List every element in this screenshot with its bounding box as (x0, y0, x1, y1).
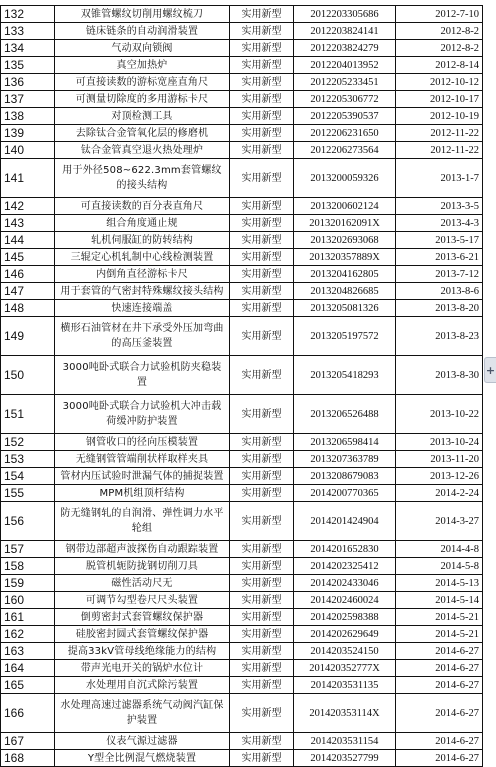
filing-date-cell: 2012-10-17 (396, 91, 483, 108)
patent-number-cell: 201220401395​2 (294, 57, 396, 74)
filing-date-cell: 2013-7-12 (396, 266, 483, 283)
patent-type-cell: 实用新型 (230, 660, 294, 677)
table-row (1, 317, 483, 356)
serial-number-cell: 142 (1, 198, 55, 215)
patent-type-cell: 实用新型 (230, 198, 294, 215)
patent-type-cell: 实用新型 (230, 592, 294, 609)
patent-name-cell: 钢管收口的径向压模装置 (55, 434, 230, 451)
table-row (1, 74, 483, 91)
patent-name-cell: 内倒角直径游标卡尺 (55, 266, 230, 283)
patent-type-cell: 实用新型 (230, 300, 294, 317)
patent-number-cell: 201320005932​6 (294, 159, 396, 198)
serial-number-cell: 168 (1, 750, 55, 767)
patent-number-cell: 201220523345​1 (294, 74, 396, 91)
serial-number-cell: 153 (1, 451, 55, 468)
patent-number-cell: 201320541829​3 (294, 356, 396, 395)
patent-type-cell: 实用新型 (230, 502, 294, 541)
patent-type-cell: 实用新型 (230, 356, 294, 395)
patent-type-cell: 实用新型 (230, 125, 294, 142)
serial-number-cell: 157 (1, 541, 55, 558)
patent-type-cell: 实用新型 (230, 750, 294, 767)
serial-number-cell: 139 (1, 125, 55, 142)
filing-date-cell: 2013-5-17 (396, 232, 483, 249)
filing-date-cell: 2014-6-27 (396, 643, 483, 660)
table-row (1, 249, 483, 266)
patent-number-cell: 201220382427​9 (294, 40, 396, 57)
patent-name-cell: Y型全比例混气燃烧装置 (55, 750, 230, 767)
table-row (1, 159, 483, 198)
filing-date-cell: 2012-10-12 (396, 74, 483, 91)
serial-number-cell: 135 (1, 57, 55, 74)
patent-name-cell: 轧机伺服缸的防转结构 (55, 232, 230, 249)
patent-name-cell: 提高33kV管母线绝缘能力的结构 (55, 643, 230, 660)
patent-type-cell: 实用新型 (230, 249, 294, 266)
patent-number-cell: 201420232541​2 (294, 558, 396, 575)
serial-number-cell: 151 (1, 395, 55, 434)
patent-type-cell: 实用新型 (230, 733, 294, 750)
filing-date-cell: 2014-4-8 (396, 541, 483, 558)
patent-number-cell: 201220623165​0 (294, 125, 396, 142)
filing-date-cell: 2013-3-5 (396, 198, 483, 215)
patent-type-cell: 实用新型 (230, 434, 294, 451)
filing-date-cell: 2014-5-8 (396, 558, 483, 575)
filing-date-cell: 2012-11-22 (396, 142, 483, 159)
table-row (1, 485, 483, 502)
serial-number-cell: 155 (1, 485, 55, 502)
patent-type-cell: 实用新型 (230, 626, 294, 643)
serial-number-cell: 166 (1, 694, 55, 733)
table-row (1, 541, 483, 558)
serial-number-cell: 143 (1, 215, 55, 232)
patent-name-cell: 真空加热炉 (55, 57, 230, 74)
filing-date-cell: 2014-6-27 (396, 694, 483, 733)
serial-number-cell: 159 (1, 575, 55, 592)
filing-date-cell: 2013-6-21 (396, 249, 483, 266)
filing-date-cell: 2013-8-23 (396, 317, 483, 356)
patent-name-cell: 组合角度通止规 (55, 215, 230, 232)
patent-name-cell: 防无缝钢轧的自润滑、弹性调力水平轮组 (55, 502, 230, 541)
table-row (1, 451, 483, 468)
patent-number-cell: 201420077036​5 (294, 485, 396, 502)
filing-date-cell: 2013-8-20 (396, 300, 483, 317)
patent-number-cell: 201320269306​8 (294, 232, 396, 249)
serial-number-cell: 158 (1, 558, 55, 575)
serial-number-cell: 144 (1, 232, 55, 249)
table-row (1, 395, 483, 434)
patent-number-cell: 201420243304​6 (294, 575, 396, 592)
serial-number-cell: 161 (1, 609, 55, 626)
serial-number-cell: 138 (1, 108, 55, 125)
patent-number-cell: 201220382414​1 (294, 23, 396, 40)
patent-type-cell: 实用新型 (230, 215, 294, 232)
filing-date-cell: 2014-5-14 (396, 592, 483, 609)
patent-name-cell: 双锥管螺纹切削用螺纹梳刀 (55, 6, 230, 23)
table-row (1, 283, 483, 300)
patent-number-cell: 201320736378​9 (294, 451, 396, 468)
table-row (1, 300, 483, 317)
patent-name-cell: 3000吨卧式联合力试验机大冲击载荷缓冲防护装置 (55, 395, 230, 434)
table-row (1, 198, 483, 215)
patent-number-cell: 201320519757​2 (294, 317, 396, 356)
serial-number-cell: 136 (1, 74, 55, 91)
filing-date-cell: 2014-6-27 (396, 660, 483, 677)
patent-type-cell: 实用新型 (230, 40, 294, 57)
patent-number-cell: 201320060212​4 (294, 198, 396, 215)
patent-name-cell: 倒剪密封式套管螺纹保护器 (55, 609, 230, 626)
patent-type-cell: 实用新型 (230, 23, 294, 40)
patent-type-cell: 实用新型 (230, 266, 294, 283)
patent-name-cell: 钛合金管真空退火热处理炉 (55, 142, 230, 159)
filing-date-cell: 2014-6-27 (396, 677, 483, 694)
patent-type-cell: 实用新型 (230, 108, 294, 125)
patent-name-cell: 3000吨卧式联合力试验机防夹稳装置 (55, 356, 230, 395)
patent-type-cell: 实用新型 (230, 6, 294, 23)
patent-name-cell: 硅胶密封圆式套管螺纹保护器 (55, 626, 230, 643)
table-row (1, 6, 483, 23)
patent-number-cell: 201420353114X (294, 694, 396, 733)
serial-number-cell: 150 (1, 356, 55, 395)
table-row (1, 643, 483, 660)
table-row (1, 215, 483, 232)
patent-name-cell: 可测量切除度的多用游标卡尺 (55, 91, 230, 108)
patent-number-cell: 201320867908​3 (294, 468, 396, 485)
patent-number-cell: 201220539053​7 (294, 108, 396, 125)
patent-number-cell: 201420246002​4 (294, 592, 396, 609)
expand-tab-button[interactable] (484, 357, 496, 383)
table-row (1, 57, 483, 74)
patent-number-cell: 201420352415​0 (294, 643, 396, 660)
filing-date-cell: 2013-10-24 (396, 434, 483, 451)
filing-date-cell: 2013-10-22 (396, 395, 483, 434)
patent-name-cell: 水处理用自沉式除污装置 (55, 677, 230, 694)
patent-number-cell: 201220530677​2 (294, 91, 396, 108)
patent-name-cell: 用于外径508~622.3mm套管螺纹的接头结构 (55, 159, 230, 198)
patent-type-cell: 实用新型 (230, 558, 294, 575)
patent-name-cell: 可直接读数的游标宽座直角尺 (55, 74, 230, 91)
patent-name-cell: 磁性活动尺无 (55, 575, 230, 592)
patent-type-cell: 实用新型 (230, 575, 294, 592)
filing-date-cell: 2012-8-2 (396, 23, 483, 40)
serial-number-cell: 132 (1, 6, 55, 23)
filing-date-cell: 2014-6-27 (396, 733, 483, 750)
serial-number-cell: 160 (1, 592, 55, 609)
patent-type-cell: 实用新型 (230, 468, 294, 485)
patent-type-cell: 实用新型 (230, 317, 294, 356)
patent-number-cell: 201420352779​9 (294, 750, 396, 767)
serial-number-cell: 152 (1, 434, 55, 451)
patent-name-cell: 去除钛合金管氧化层的修磨机 (55, 125, 230, 142)
patent-number-cell: 201420262964​9 (294, 626, 396, 643)
filing-date-cell: 2012-8-14 (396, 57, 483, 74)
table-row (1, 232, 483, 249)
patent-name-cell: 气动双向锁阀 (55, 40, 230, 57)
patent-name-cell: 管材内压试验时泄漏气体的捕捉装置 (55, 468, 230, 485)
patent-type-cell: 实用新型 (230, 609, 294, 626)
patent-number-cell: 201420165283​0 (294, 541, 396, 558)
table-row (1, 609, 483, 626)
filing-date-cell: 2013-8-6 (396, 283, 483, 300)
filing-date-cell: 2014-3-27 (396, 502, 483, 541)
patent-type-cell: 实用新型 (230, 485, 294, 502)
patent-name-cell: 可直接读数的百分表直角尺 (55, 198, 230, 215)
patent-name-cell: 快速连接端盖 (55, 300, 230, 317)
serial-number-cell: 154 (1, 468, 55, 485)
patent-type-cell: 实用新型 (230, 677, 294, 694)
plus-icon: + (485, 363, 496, 377)
table-row (1, 660, 483, 677)
patent-name-cell: 脱管机轭防拢钢切削刀具 (55, 558, 230, 575)
patent-name-cell: 水处理高速过滤器系统气动阀汽缸保护装置 (55, 694, 230, 733)
serial-number-cell: 164 (1, 660, 55, 677)
patent-type-cell: 实用新型 (230, 694, 294, 733)
serial-number-cell: 149 (1, 317, 55, 356)
serial-number-cell: 146 (1, 266, 55, 283)
filing-date-cell: 2012-7-10 (396, 6, 483, 23)
serial-number-cell: 165 (1, 677, 55, 694)
patent-type-cell: 实用新型 (230, 643, 294, 660)
patent-number-cell: 201420352777X (294, 660, 396, 677)
patent-number-cell: 201220330568​6 (294, 6, 396, 23)
patent-name-cell: 无缝钢管管端削状样取样夹具 (55, 451, 230, 468)
patent-number-cell: 201320416280​5 (294, 266, 396, 283)
table-row (1, 468, 483, 485)
patent-type-cell: 实用新型 (230, 142, 294, 159)
patent-number-cell: 201320162091X (294, 215, 396, 232)
patent-number-cell: 201320652648​8 (294, 395, 396, 434)
patent-type-cell: 实用新型 (230, 159, 294, 198)
patent-name-cell: 钢带边部超声波探伤自动跟踪装置 (55, 541, 230, 558)
table-row (1, 91, 483, 108)
table-row (1, 592, 483, 609)
patent-name-cell: 横形石油管材在井下承受外压加弯曲的高压釜装置 (55, 317, 230, 356)
patent-name-cell: 对顶检测工具 (55, 108, 230, 125)
filing-date-cell: 2013-1-7 (396, 159, 483, 198)
table-row (1, 142, 483, 159)
filing-date-cell: 2013-4-3 (396, 215, 483, 232)
serial-number-cell: 167 (1, 733, 55, 750)
patent-type-cell: 实用新型 (230, 57, 294, 74)
table-row (1, 40, 483, 57)
table-row (1, 434, 483, 451)
patent-type-cell: 实用新型 (230, 283, 294, 300)
filing-date-cell: 2014-2-24 (396, 485, 483, 502)
patent-name-cell: 用于套管的气密封特殊螺纹接头结构 (55, 283, 230, 300)
patent-name-cell: 带声光电开关的锅炉水位计 (55, 660, 230, 677)
table-row (1, 575, 483, 592)
patent-number-cell: 201420353113​5 (294, 677, 396, 694)
table-row (1, 23, 483, 40)
filing-date-cell: 2014-6-27 (396, 750, 483, 767)
serial-number-cell: 145 (1, 249, 55, 266)
table-row (1, 356, 483, 395)
filing-date-cell: 2013-11-20 (396, 451, 483, 468)
table-row (1, 558, 483, 575)
serial-number-cell: 148 (1, 300, 55, 317)
table-row (1, 502, 483, 541)
table-row (1, 266, 483, 283)
serial-number-cell: 162 (1, 626, 55, 643)
filing-date-cell: 2012-10-19 (396, 108, 483, 125)
patent-type-cell: 实用新型 (230, 451, 294, 468)
patent-number-cell: 201420142490​4 (294, 502, 396, 541)
filing-date-cell: 2013-8-30 (396, 356, 483, 395)
filing-date-cell: 2013-12-26 (396, 468, 483, 485)
serial-number-cell: 137 (1, 91, 55, 108)
serial-number-cell: 133 (1, 23, 55, 40)
patent-number-cell: 201420259838​8 (294, 609, 396, 626)
patent-name-cell: 可调节勾型卷尺尺头装置 (55, 592, 230, 609)
patent-number-cell: 201320508132​6 (294, 300, 396, 317)
patent-name-cell: 链床链条的自动润滑装置 (55, 23, 230, 40)
patent-type-cell: 实用新型 (230, 232, 294, 249)
patent-type-cell: 实用新型 (230, 541, 294, 558)
patent-name-cell: MPM机组顶杆结构 (55, 485, 230, 502)
patent-number-cell: 201320482668​5 (294, 283, 396, 300)
patent-type-cell: 实用新型 (230, 74, 294, 91)
filing-date-cell: 2014-5-21 (396, 626, 483, 643)
patent-number-cell: 201320659841​4 (294, 434, 396, 451)
serial-number-cell: 156 (1, 502, 55, 541)
patent-table (0, 5, 483, 767)
patent-type-cell: 实用新型 (230, 91, 294, 108)
filing-date-cell: 2014-5-21 (396, 609, 483, 626)
serial-number-cell: 147 (1, 283, 55, 300)
table-row (1, 125, 483, 142)
patent-type-cell: 实用新型 (230, 395, 294, 434)
filing-date-cell: 2012-8-2 (396, 40, 483, 57)
table-row (1, 677, 483, 694)
patent-number-cell: 201320357889X (294, 249, 396, 266)
patent-table-body (1, 6, 483, 767)
table-row (1, 750, 483, 767)
serial-number-cell: 140 (1, 142, 55, 159)
serial-number-cell: 141 (1, 159, 55, 198)
table-row (1, 626, 483, 643)
patent-number-cell: 201220627356​4 (294, 142, 396, 159)
serial-number-cell: 163 (1, 643, 55, 660)
patent-name-cell: 仪表气源过滤器 (55, 733, 230, 750)
table-row (1, 733, 483, 750)
table-row (1, 108, 483, 125)
filing-date-cell: 2014-5-13 (396, 575, 483, 592)
filing-date-cell: 2012-11-22 (396, 125, 483, 142)
table-row (1, 694, 483, 733)
serial-number-cell: 134 (1, 40, 55, 57)
patent-name-cell: 三辊定心机轧制中心线检测装置 (55, 249, 230, 266)
patent-number-cell: 201420353115​4 (294, 733, 396, 750)
patent-table-container (0, 5, 482, 767)
